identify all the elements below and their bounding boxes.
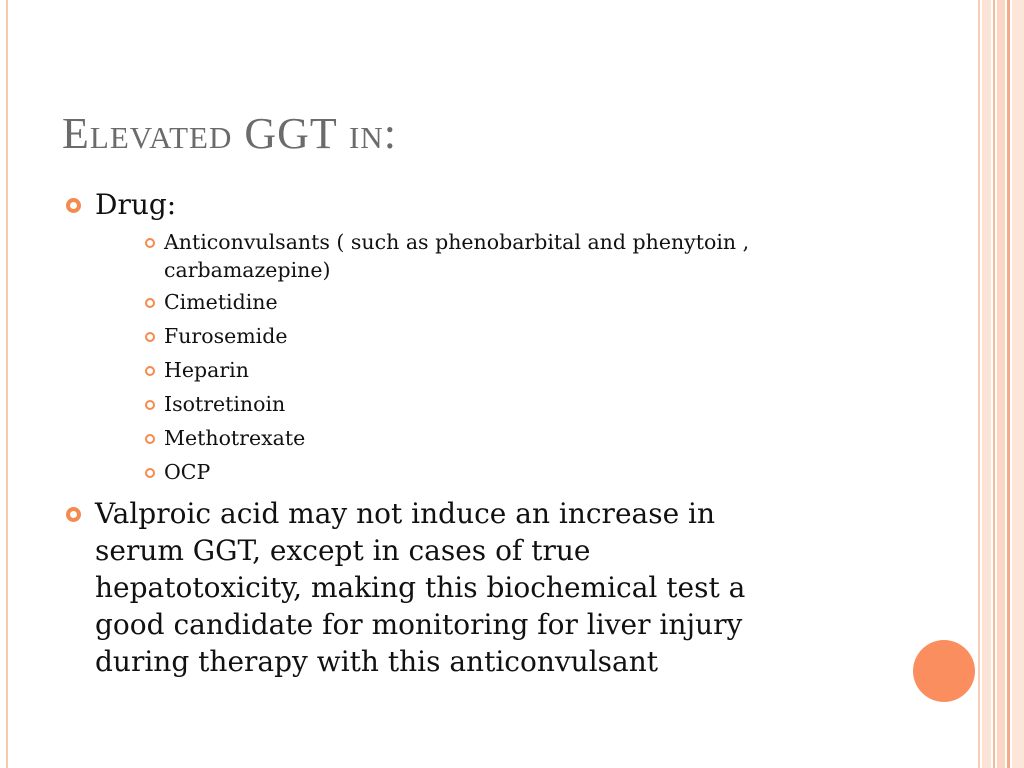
sub-item-line: carbamazepine) bbox=[164, 258, 331, 282]
bullet-drug bbox=[66, 186, 176, 223]
stripe bbox=[1012, 0, 1024, 768]
slide-title: Elevated GGT in: bbox=[62, 109, 397, 158]
bullet-valproic-acid bbox=[66, 495, 855, 680]
paragraph-line: hepatotoxicity, making this biochemical test a bbox=[95, 571, 746, 604]
sub-item-furosemide bbox=[145, 322, 287, 350]
sub-item-text: Heparin bbox=[164, 358, 249, 382]
sub-item-line: Anticonvulsants ( such as phenobarbital and phenytoin , bbox=[164, 230, 750, 254]
sub-item-isotretinoin bbox=[145, 390, 285, 418]
sub-item-text: Isotretinoin bbox=[164, 392, 286, 416]
bullet-ring-icon bbox=[145, 332, 155, 342]
sub-item-ocp bbox=[145, 458, 210, 486]
stripe bbox=[982, 0, 991, 768]
stripe bbox=[993, 0, 995, 768]
sub-item-cimetidine bbox=[145, 288, 278, 316]
stripe bbox=[978, 0, 980, 768]
left-border-line bbox=[6, 0, 8, 768]
stripe bbox=[997, 0, 1005, 768]
paragraph-line: Valproic acid may not induce an increase in bbox=[95, 497, 716, 530]
sub-item-text: Furosemide bbox=[164, 324, 288, 348]
sub-item-text: Methotrexate bbox=[164, 426, 306, 450]
bullet-ring-icon bbox=[145, 298, 155, 308]
bullet-ring-icon bbox=[145, 434, 155, 444]
bullet-ring-icon bbox=[66, 507, 81, 522]
stripe bbox=[1007, 0, 1010, 768]
bullet-ring-icon bbox=[145, 366, 155, 376]
sub-item-text bbox=[164, 228, 749, 284]
decorative-orange-circle bbox=[913, 640, 975, 702]
paragraph-line: serum GGT, except in cases of true bbox=[95, 534, 591, 567]
bullet-ring-icon bbox=[66, 198, 81, 213]
sub-item-heparin bbox=[145, 356, 249, 384]
bullet-ring-icon bbox=[145, 468, 155, 478]
bullet-ring-icon bbox=[145, 400, 155, 410]
right-decorative-stripes bbox=[978, 0, 1024, 768]
sub-item-text: Cimetidine bbox=[164, 290, 278, 314]
sub-item-methotrexate bbox=[145, 424, 305, 452]
bullet-text: Drug: bbox=[95, 188, 177, 221]
bullet-paragraph bbox=[95, 495, 855, 680]
paragraph-line: good candidate for monitoring for liver injury bbox=[95, 608, 743, 641]
bullet-ring-icon bbox=[145, 238, 155, 248]
paragraph-line: during therapy with this anticonvulsant bbox=[95, 645, 659, 678]
sub-item-anticonvulsants bbox=[145, 228, 749, 284]
sub-item-text: OCP bbox=[164, 460, 211, 484]
